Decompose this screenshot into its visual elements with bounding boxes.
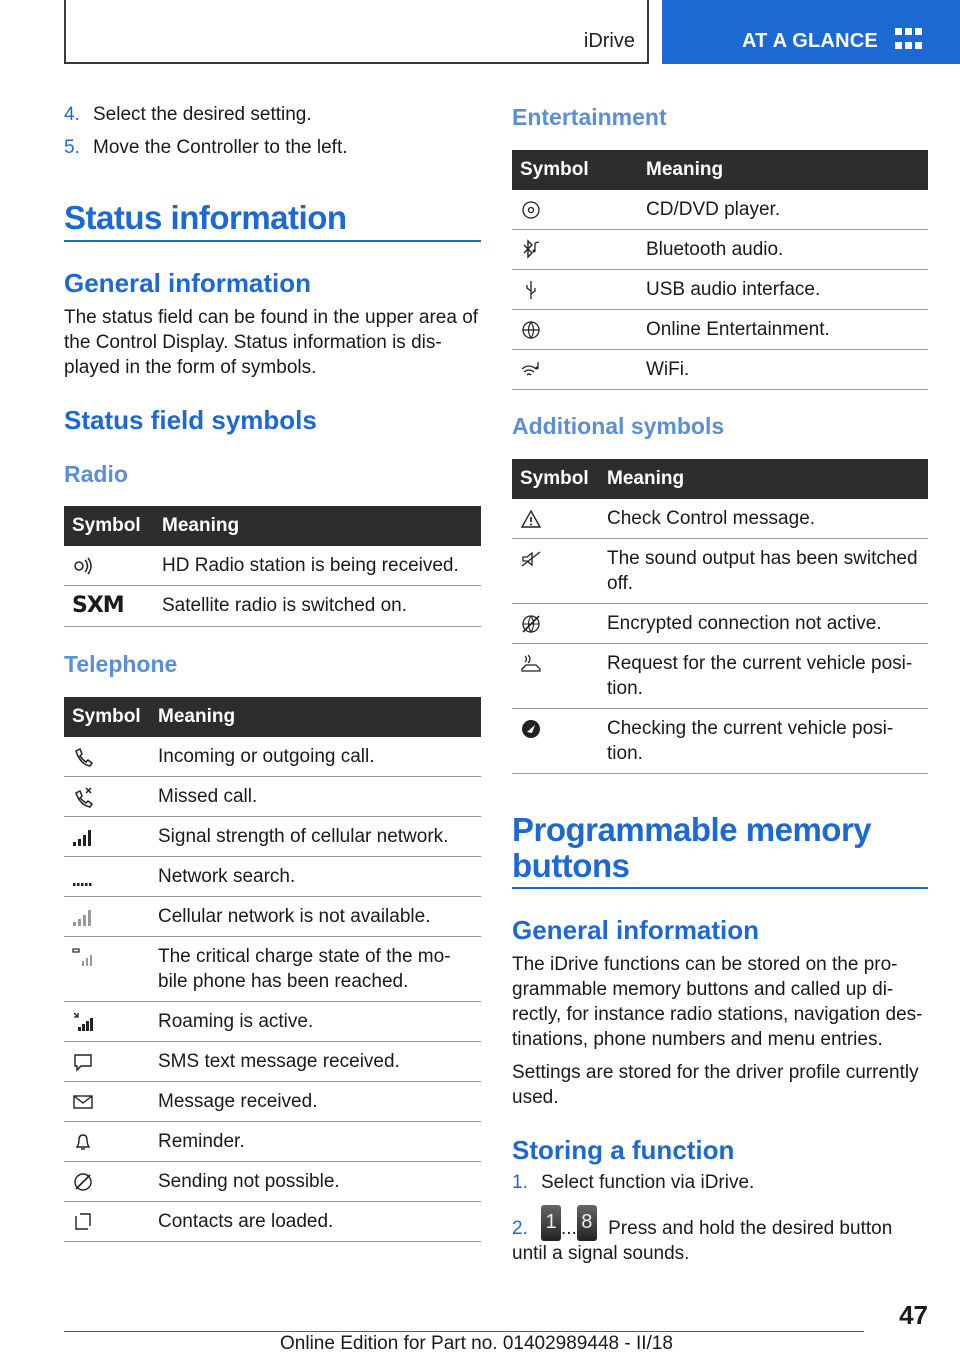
step-item: 4. Select the desired setting. [64,104,312,125]
wifi-icon [520,359,542,381]
col-symbol: Symbol [512,459,599,499]
table-row: Checking the current vehicle posi‐ tion. [512,709,928,774]
memory-general-information-text: The iDrive functions can be stored on the pro‐ grammable memory buttons and called up di‐ rectly, for instance radio stations, navigation des‐ tinations, phone numbers and menu entries. [512,954,923,1050]
signal-strength-icon [72,826,94,848]
header-chapter-tab[interactable] [662,0,960,64]
table-row: Check Control message. [512,499,928,539]
page-number: 47 [899,1300,928,1330]
sound-off-icon [520,548,542,570]
table-row: Request for the current vehicle posi‐ tion. [512,644,928,709]
table-row: Contacts are loaded. [64,1202,481,1242]
col-meaning: Meaning [150,697,481,737]
table-row: Sending not possible. [64,1162,481,1202]
bell-icon [72,1131,94,1153]
telephone-table [64,697,481,1242]
table-row: Online Entertainment. [512,310,928,350]
phone-icon [72,746,94,768]
step-item: 2. 1 ... 8 Press and hold the desired button until a signal sounds. [512,1205,928,1266]
radio-table [64,506,481,627]
no-network-icon [72,906,94,928]
status-field-symbols-heading: Status field symbols [64,405,317,435]
col-meaning: Meaning [154,506,481,546]
cd-icon [520,199,542,221]
table-row: Incoming or outgoing call. [64,737,481,777]
envelope-icon [72,1091,94,1113]
table-row: SXM Satellite radio is switched on. [64,586,481,627]
memory-button-8-icon: 8 [577,1205,597,1241]
col-symbol: Symbol [64,506,154,546]
storing-function-heading: Storing a function [512,1135,735,1165]
roaming-icon [72,1011,94,1033]
additional-symbols-heading: Additional symbols [512,413,725,439]
col-symbol: Symbol [64,697,150,737]
memory-button-1-icon: 1 [541,1205,561,1241]
position-request-icon [520,653,542,675]
step-item: 1. Select function via iDrive. [512,1172,755,1193]
heading-rule [64,240,481,242]
table-row: Encrypted connection not active. [512,604,928,644]
memory-general-information-heading: General information [512,915,760,945]
table-row: Message received. [64,1082,481,1122]
usb-icon [520,279,542,301]
sxm-logo: SXM [72,593,124,618]
programmable-memory-heading-line1: Programmable memory [512,811,872,848]
encryption-off-icon [520,613,542,635]
entertainment-heading: Entertainment [512,104,667,130]
table-row: CD/DVD player. [512,190,928,230]
table-row: Signal strength of cellular network. [64,817,481,857]
additional-symbols-table [512,459,928,774]
table-row: Roaming is active. [64,1002,481,1042]
contacts-loaded-icon [72,1211,94,1233]
network-search-icon [72,866,94,888]
table-row: Network search. [64,857,481,897]
sending-not-possible-icon [72,1171,94,1193]
footer-rule [64,1331,864,1332]
position-check-icon [520,718,542,740]
table-row: Bluetooth audio. [512,230,928,270]
table-row: USB audio interface. [512,270,928,310]
col-symbol: Symbol [512,150,638,190]
step-item: 5. Move the Controller to the left. [64,137,348,158]
table-row: WiFi. [512,350,928,390]
status-information-heading: Status information [64,199,347,236]
table-row: Reminder. [64,1122,481,1162]
bluetooth-audio-icon [520,239,542,261]
hd-radio-icon [72,555,94,577]
programmable-memory-heading-line2: buttons [512,847,630,884]
grid-menu-icon[interactable] [895,28,923,52]
table-row: The critical charge state of the mo‐ bile phone has been reached. [64,937,481,1002]
table-row: Cellular network is not available. [64,897,481,937]
radio-heading: Radio [64,461,128,487]
telephone-heading: Telephone [64,651,178,677]
col-meaning: Meaning [599,459,928,499]
table-row: SMS text message received. [64,1042,481,1082]
general-information-heading: General information [64,268,312,298]
memory-settings-text: Settings are stored for the driver profile currently used. [512,1062,919,1108]
critical-charge-icon [72,946,94,968]
table-row: The sound output has been switched off. [512,539,928,604]
header-section-box [64,0,649,64]
col-meaning: Meaning [638,150,928,190]
header-section-label: iDrive [583,30,635,52]
footer-edition-text: Online Edition for Part no. 01402989448 - II/18 [280,1333,673,1354]
header-chapter-label: AT A GLANCE [742,30,878,52]
heading-rule [512,887,928,889]
table-row: Missed call. [64,777,481,817]
entertainment-table [512,150,928,390]
missed-call-icon [72,786,94,808]
online-entertainment-icon [520,319,542,341]
warning-icon [520,508,542,530]
table-row: HD Radio station is being received. [64,546,481,586]
general-information-text: The status field can be found in the upper area of the Control Display. Status information is dis‐ played in the form of symbols. [64,307,479,378]
sms-icon [72,1051,94,1073]
